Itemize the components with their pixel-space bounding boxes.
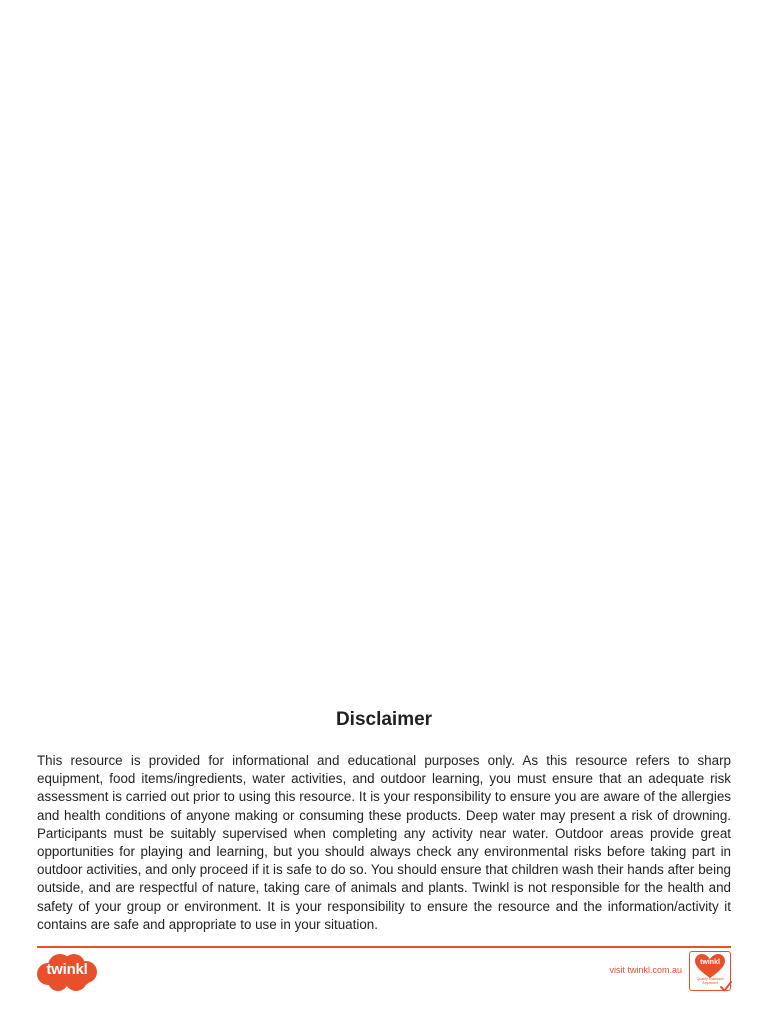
- badge-brand-text: twinkl: [700, 959, 720, 966]
- footer-divider: [37, 946, 731, 948]
- disclaimer-heading: Disclaimer: [335, 709, 433, 730]
- badge-caption: Quality Standard Approved: [696, 977, 724, 986]
- checkmark-icon: [719, 979, 733, 993]
- twinkl-logo: [36, 952, 98, 992]
- website-link[interactable]: visit twinkl.com.au: [609, 965, 682, 975]
- logo-wordmark: twinkl: [46, 961, 88, 978]
- quality-standard-badge: [689, 951, 733, 993]
- disclaimer-text: This resource is provided for informational and educational purposes only. As this resource refers to sharp equipment, food items/ingredients, water activities, and outdoor learning, you must ensure that an adequate risk assessment is carried out prior to using this resource. It is your responsibility to ensure you are aware of the allergies and health conditions of anyone making or consuming these products. Deep water may present a risk of drowning. Participants must be suitably supervised when completing any activity near water. Outdoor areas provide great opportunities for playing and learning, but you should always check any environmental risks before taking part in outdoor activities, and only proceed if it is safe to do so. You should ensure that children wash their hands after being outside, and are respectful of nature, taking care of animals and plants. Twinkl is not responsible for the health and safety of your group or environment. It is your responsibility to ensure the resource and the information/activity it contains are safe and appropriate to use in your situation.: [37, 753, 731, 932]
